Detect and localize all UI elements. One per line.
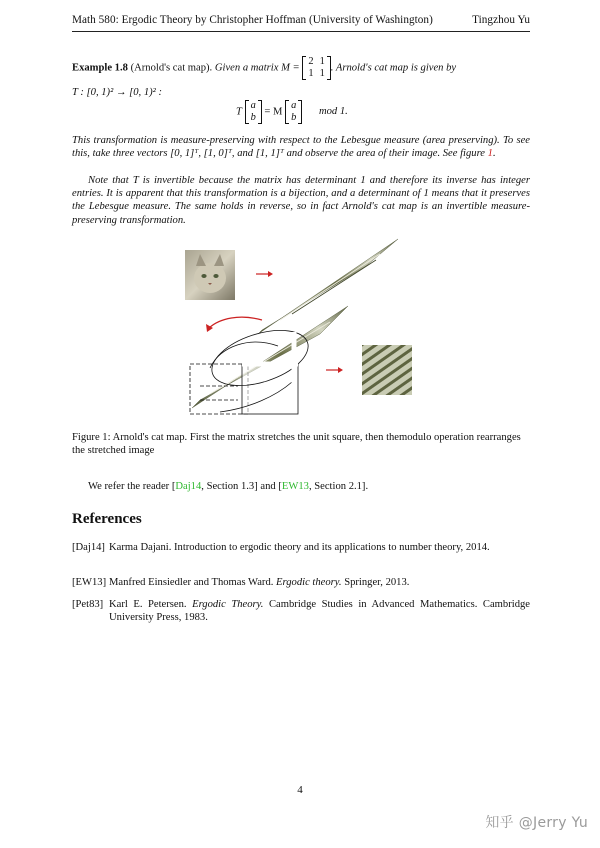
watermark: 知乎 @Jerry Yu (485, 815, 588, 831)
reference-item (72, 598, 530, 626)
kitten-image (185, 250, 235, 300)
reference-key: [Daj14] (72, 542, 105, 553)
cite-link-daj14[interactable]: Daj14 (175, 481, 202, 492)
cat-map-result-image (362, 345, 412, 395)
measure-preserving-paragraph (72, 134, 530, 160)
references-heading: References (72, 511, 142, 527)
cat-map-equation (236, 100, 476, 124)
example-label: Example 1.8 (72, 62, 128, 74)
equation-vector-left (245, 100, 262, 124)
equation-mid: = M (264, 106, 283, 118)
refer-text: We refer the reader [ (88, 481, 176, 492)
reference-key: [Pet83] (72, 599, 104, 610)
paragraph-end: . (492, 148, 496, 160)
reference-text (109, 576, 530, 589)
refer-line (88, 480, 530, 493)
reference-title: Ergodic Theory. (192, 599, 264, 610)
cat-map-figure (180, 236, 420, 420)
figure-caption: Figure 1: Arnold's cat map. First the matrix stretches the unit square, then themodulo operation rearranges the stretched image (72, 432, 521, 457)
matrix-cell: 1 (319, 56, 325, 67)
example-domain: T : [0, 1)² → [0, 1)² : (72, 87, 163, 98)
reference-key: [EW13] (72, 577, 107, 588)
example-name: (Arnold's cat map). (130, 62, 213, 74)
equation-mod: mod 1. (318, 106, 348, 118)
invertible-paragraph: Note that T is invertible because the matrix has determinant 1 and therefore its inverse has integer entries. It is apparent that this transformation is a bijection, and a determinant of 1 means that it preserves the Lebesgue measure. The same holds in reverse, so in fact Arnold's cat map is an invertible measure-preserving transformation. (72, 175, 530, 226)
header-right: Tingzhou Yu (472, 14, 530, 26)
mod-rearrangement-diagram (190, 320, 315, 414)
example-intro: Given a matrix M = (214, 62, 300, 74)
vector-cell: a (250, 100, 256, 111)
refer-text: , Section 1.3] and [ (201, 481, 282, 492)
equation-lhs: T (236, 106, 242, 118)
reference-item (72, 541, 530, 569)
running-header (72, 14, 530, 26)
curved-arrow-icon (206, 317, 262, 332)
page-number: 4 (297, 784, 303, 796)
paragraph-text: This transformation is measure-preserving with respect to the Lebesgue measure (area preserving). To see this, take three vectors [0, 1]ᵀ, [1, 0]ᵀ, and [1, 1]ᵀ and observe the area of their image. See figure (72, 135, 530, 160)
reference-publisher: Cambridge Studies in Advanced Mathematics. Cambridge University Press, 1983. (109, 599, 530, 624)
reference-authors: Manfred Einsiedler and Thomas Ward. (109, 577, 277, 588)
reference-publisher: Springer, 2013. (341, 577, 410, 588)
header-rule (72, 31, 530, 32)
example-given-by: . Arnold's cat map is given by (330, 62, 457, 74)
matrix-cell: 1 (308, 68, 314, 79)
example-line-1 (72, 56, 530, 80)
arrow-right-icon (326, 367, 343, 373)
figure-link[interactable]: 1 (487, 148, 493, 160)
vector-cell: b (291, 112, 297, 123)
refer-text: , Section 2.1]. (308, 481, 369, 492)
vector-cell: b (250, 112, 256, 123)
equation-vector-right (285, 100, 302, 124)
matrix-cell: 1 (319, 68, 325, 79)
reference-item (72, 576, 530, 592)
reference-title: Ergodic theory. (276, 577, 342, 588)
arrow-right-icon (256, 271, 273, 277)
reference-text: Karma Dajani. Introduction to ergodic theory and its applications to number theory, 2014. (109, 542, 490, 553)
reference-authors: Karl E. Petersen. (109, 599, 193, 610)
matrix-m (302, 56, 330, 80)
reference-text (109, 598, 530, 624)
matrix-cell: 2 (308, 56, 314, 67)
header-left: Math 580: Ergodic Theory by Christopher Hoffman (University of Washington) (72, 14, 433, 26)
vector-cell: a (291, 100, 297, 111)
cite-link-ew13[interactable]: EW13 (281, 481, 309, 492)
